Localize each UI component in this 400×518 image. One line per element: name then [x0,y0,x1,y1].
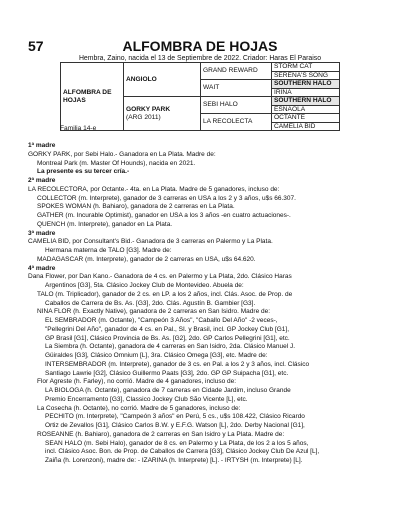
record-line: "Pellegrini Del Año", ganador de 4 cs. en Pal., SI. y Brasil, incl. GP Jockey Club [G1], [45,325,290,333]
pedigree-sss: STORM CAT [272,63,340,72]
record-line: Santiago Lawrie [G2], Clásico Guillermo Paats [G3], 2do. GP GP Suipacha [G1], etc. [45,369,289,377]
section-heading: 4ª madre [28,264,56,272]
record-line: Flor Agreste (h. Farley), no corrió. Madre de 4 ganadores, incluso de: [37,378,237,386]
section-heading: 1ª madre [28,142,56,149]
record-line: incl. Clásico Asoc. Bon. de Prop. de Caballos de Carrera [G3], Clásico Jockey Club De Azul [L], [45,448,320,456]
record-line: Ortiz de Zevallos [G1], Clásico Carlos B.W. y E.F.G. Watson [L], 2do. Derby Nacional [G1], [45,422,305,429]
record-line: MADAGASCAR (m. Interprete), ganador de 2 carreras en USA, u$s 64.620. [37,255,256,263]
record-line: EL SEMBRADOR (m. Octante), "Campeón 3 Años", "Caballo Del Año" -2 veces-, [45,317,278,324]
record-line: La Siembra (h. Octante), ganadora de 4 carreras en San Isidro, 2da. Clásico Manuel J. [45,343,296,351]
pedigree-dam-cell [124,97,201,131]
record-line: GP Brasil [G1], Clásico Provincia de Bs. As. [G2], 2do. GP Carlos Pellegrini [G1], etc. [45,334,290,342]
pedigree-sds: SOUTHERN HALO [272,80,340,89]
pedigree-family: Familia 14-e [60,125,97,132]
pedigree-ssd: SERENA'S SONG [272,71,340,80]
pedigree-sire: ANGIOLO [124,63,201,97]
horse-subtitle: Hembra, Zaino, nacida el 13 de Septiembre de 2022. Criador: Haras El Paraiso [78,55,322,62]
horse-name: ALFOMBRA DE HOJAS [122,38,278,54]
pedigree-dam: GORKY PARK [126,106,171,113]
record-line: COLLECTOR (m. Interprete), ganador de 3 carreras en USA a los 2 y 3 años, u$s 66.307. [37,194,296,202]
pedigree-dsd: ESNAOLA [272,105,340,114]
record-line: Dana Flower, por Dan Kano.- Ganadora de 4 cs. en Palermo y La Plata, 2do. Clásico Haras [28,273,292,281]
record-line: Hermana materna de TALO [G3]. Madre de: [45,247,172,254]
record-line: GATHER (m. Incurable Optimist), ganador en USA a los 3 años -en cuatro actuaciones-. [37,212,291,219]
record-line: LA BIOLOGA (h. Octante), ganadora de 7 carreras en Cidade Jardim, incluso Grande [45,387,291,394]
pedigree-dam-dam: LA RECOLECTA [201,114,272,131]
pedigree-ddd: CAMELIA BID [272,122,340,131]
record-line: Montreal Park (m. Master Of Hounds), nacida en 2021. [37,159,196,167]
lot-header [28,38,372,54]
record-line: Caballos de Carrera de Bs. As. [G3], 2do. Clás. Agustín B. Gambier [G3]. [45,299,256,307]
record-line: QUENCH (m. Interprete), ganador en La Plata. [37,220,173,228]
section-heading: 2ª madre [28,177,56,184]
record-line: ROSEANNE (h. Bahiaro), ganadora de 2 carreras en San Isidro y La Plata. Madre de: [37,430,285,438]
record-line: INTERSEMBRADOR (m. Interprete), ganador de 3 cs. en Pal. a los 2 y 3 años, incl. Clásico [45,360,310,368]
record-line: Argentinos [G3], 5ta. Clásico Jockey Club de Montevideo. Abuela de: [45,282,244,289]
record-line: SPOKES WOMAN (h. Bahiaro), ganadora de 2 carreras en La Plata. [37,203,235,211]
pedigree-sire-sire: GRAND REWARD [201,63,272,80]
pedigree-dam-year: (ARG 2011) [126,113,161,121]
pedigree-dam-sire: SEBI HALO [201,97,272,114]
produce-record [28,142,376,466]
record-line: LA RECOLECTORA, por Octante.- 4ta. en La Plata. Madre de 5 ganadores, incluso de: [28,185,280,193]
record-line: CAMELIA BID, por Consultant's Bid.- Ganadora de 3 carreras en Palermo y La Plata. [28,238,273,246]
record-line: PECHITO (m. Interprete), "Campeón 3 años" en Perú, 5 cs., u$s 108.422, Clásico Ricardo [45,413,305,421]
record-line: Güiraldes [G3], Clásico Omnium [L], 3ra. Clásico Omega [G3], etc. Madre de: [45,352,268,359]
pedigree-sdd: IRINA [272,88,340,97]
record-line: TALO (m. Triplicador), ganador de 2 cs. en LP. a los 2 años, incl. Clás. Asoc. de Prop. de [37,290,293,298]
pedigree-dss: SOUTHERN HALO [272,97,340,106]
record-line: Premio Encerramento [G3], Classico Jockey Club São Vicente [L], etc. [45,395,248,403]
section-heading: 3ª madre [28,229,56,237]
record-line: GORKY PARK, por Sebi Halo.- Ganadora en La Plata. Madre de: [28,150,216,158]
record-line: SEAN HALO (m. Sebi Halo), ganador de 8 cs. en Palermo y La Plata, de los 2 a los 5 años, [45,439,309,447]
pedigree-horse: ALFOMBRA DE HOJAS [61,63,124,131]
pedigree-sire-dam: WAIT [201,80,272,97]
pedigree-table [60,62,340,131]
section-heading: La presente es su tercer cría.- [37,168,130,176]
lot-number: 57 [28,38,44,54]
record-line: La Cosecha (h. Octante), no corrió. Madre de 5 ganadores, incluso de: [37,404,241,412]
record-line: NIÑA FLOR (h. Exactly Native), ganadora de 2 carreras en San Isidro. Madre de: [37,308,271,316]
pedigree-dds: OCTANTE [272,114,340,123]
record-line: Zaiña (h. Lorenzoni), madre de: - IZARIÑA (h. Interprete) [L]. - IRTYSH (m. Interprete) [L]. [45,457,303,464]
